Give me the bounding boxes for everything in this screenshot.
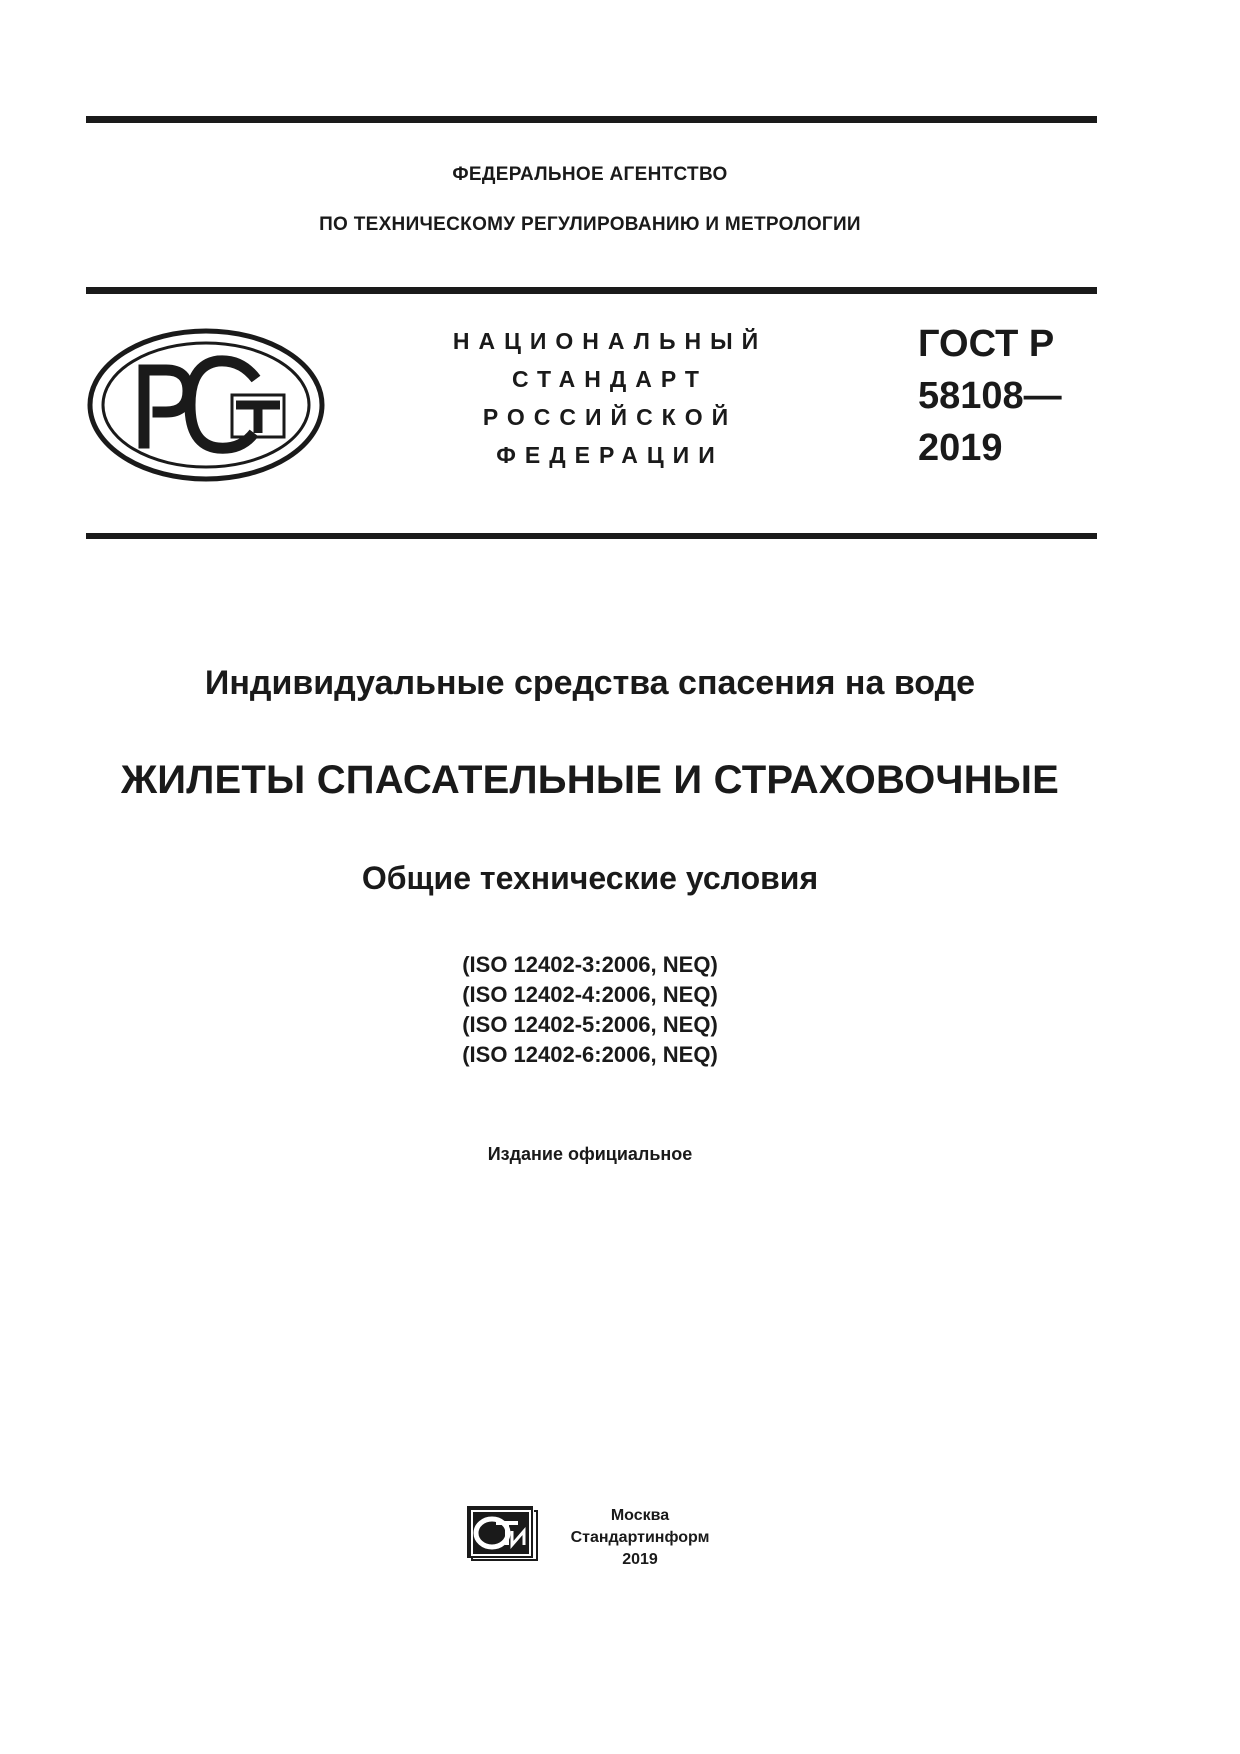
national-line-2: СТАНДАРТ [512, 366, 708, 392]
agency-line-1: ФЕДЕРАЛЬНОЕ АГЕНТСТВО [452, 164, 728, 185]
national-standard-label [440, 322, 780, 474]
national-line-3: РОССИЙСКОЙ [482, 404, 738, 430]
rst-emblem-icon [86, 325, 326, 485]
national-line-1: НАЦИОНАЛЬНЫЙ [452, 328, 768, 354]
middle-rule [86, 287, 1097, 294]
publisher-name: Стандартинформ [570, 1529, 710, 1546]
publisher-year: 2019 [622, 1551, 658, 1568]
main-title: ЖИЛЕТЫ СПАСАТЕЛЬНЫЕ И СТРАХОВОЧНЫЕ [120, 758, 1060, 802]
agency-line-2: ПО ТЕХНИЧЕСКОМУ РЕГУЛИРОВАНИЮ И МЕТРОЛОГИИ [319, 214, 861, 235]
publisher-block [560, 1505, 720, 1571]
standartinform-logo-icon [466, 1505, 538, 1561]
group-title: Индивидуальные средства спасения на воде [204, 664, 976, 702]
iso-ref-2: (ISO 12402-4:2006, NEQ) [462, 982, 718, 1007]
iso-ref-3: (ISO 12402-5:2006, NEQ) [462, 1012, 718, 1037]
standard-designation [918, 318, 1062, 474]
iso-ref-4: (ISO 12402-6:2006, NEQ) [462, 1042, 718, 1067]
sub-title: Общие технические условия [361, 860, 819, 896]
iso-ref-1: (ISO 12402-3:2006, NEQ) [462, 952, 718, 977]
publisher-city: Москва [610, 1507, 670, 1524]
top-rule [86, 116, 1097, 123]
designation-line-3: 2019 [918, 427, 1003, 469]
bottom-rule [86, 533, 1097, 539]
edition-label: Издание официальное [487, 1144, 693, 1164]
designation-line-2: 58108— [918, 375, 1062, 417]
national-line-4: ФЕДЕРАЦИИ [496, 442, 724, 468]
iso-references [0, 950, 1180, 1070]
designation-line-1: ГОСТ Р [918, 323, 1055, 365]
